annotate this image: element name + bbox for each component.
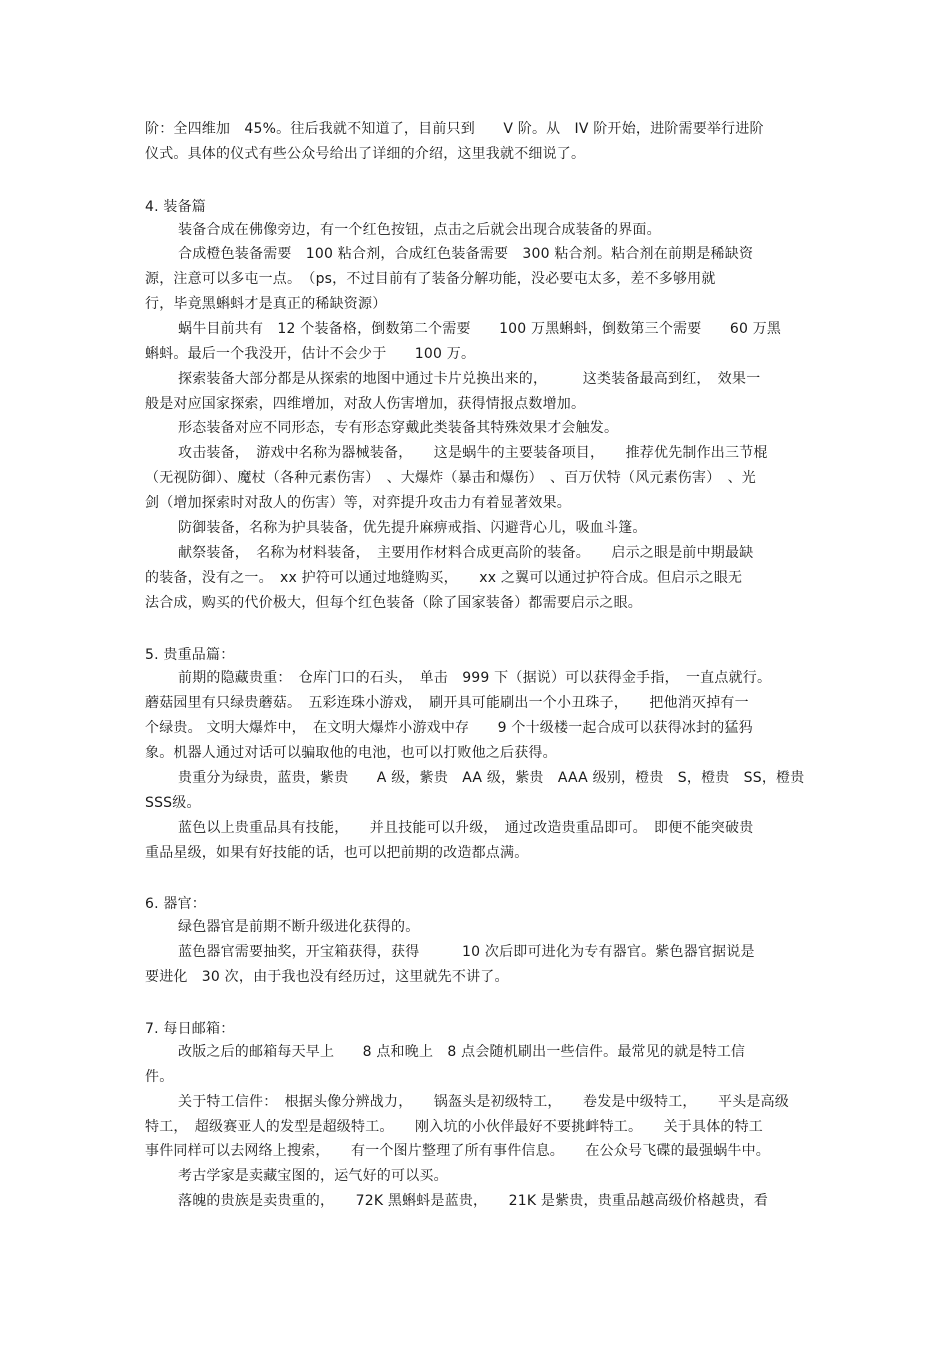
text-line: 要进化 30 次，由于我也没有经历过，这里就先不讲了。 — [145, 969, 509, 985]
text-line: 关于特工信件： 根据头像分辨战力， 锅盔头是初级特工， 卷发是中级特工， 平头是高级 — [178, 1094, 789, 1110]
text-line: 蜗牛目前共有 12 个装备格，倒数第二个需要 100 万黑蝌蚪，倒数第三个需要 60 万黑 — [178, 321, 782, 337]
text-line: 行，毕竟黑蝌蚪才是真正的稀缺资源） — [145, 296, 387, 312]
section-heading: 5. 贵重品篇： — [145, 647, 235, 663]
text-line: 防御装备，名称为护具装备，优先提升麻痹戒指、闪避背心儿，吸血斗篷。 — [178, 520, 647, 536]
text-line: 蘑菇园里有只绿贵蘑菇。 五彩连珠小游戏， 刷开具可能刷出一个小丑珠子， 把他消灭掉有一 — [145, 695, 749, 711]
section-heading: 4. 装备篇 — [145, 199, 207, 215]
section-heading: 6. 器官： — [145, 896, 207, 912]
text-line: 阶：全四维加 45%。往后我就不知道了，目前只到 V 阶。从 IV 阶开始，进阶需要举行进阶 — [145, 121, 764, 137]
text-line: 象。机器人通过对话可以骗取他的电池，也可以打败他之后获得。 — [145, 745, 557, 761]
text-line: 件。 — [145, 1069, 174, 1085]
text-line: 装备合成在佛像旁边，有一个红色按钮，点击之后就会出现合成装备的界面。 — [178, 222, 661, 238]
text-line: 的装备，没有之一。 xx 护符可以通过地缝购买， xx 之翼可以通过护符合成。但启示之眼无 — [145, 570, 743, 586]
text-line: 仪式。具体的仪式有些公众号给出了详细的介绍，这里我就不细说了。 — [145, 146, 586, 162]
text-line: 蓝色器官需要抽奖，开宝箱获得，获得 10 次后即可进化为专有器官。紫色器官据说是 — [178, 944, 755, 960]
text-line: 落魄的贵族是卖贵重的， 72K 黑蝌蚪是蓝贵， 21K 是紫贵，贵重品越高级价格越贵，看 — [178, 1193, 769, 1209]
text-line: 般是对应国家探索，四维增加，对敌人伤害增加，获得情报点数增加。 — [145, 396, 586, 412]
text-line: 献祭装备， 名称为材料装备， 主要用作材料合成更高阶的装备。 启示之眼是前中期最缺 — [178, 545, 754, 561]
text-line: 个绿贵。 文明大爆炸中， 在文明大爆炸小游戏中存 9 个十级楼一起合成可以获得冰封的猛犸 — [145, 720, 753, 736]
text-line: 考古学家是卖藏宝图的，运气好的可以买。 — [178, 1168, 448, 1184]
text-line: 法合成，购买的代价极大，但每个红色装备（除了国家装备）都需要启示之眼。 — [145, 595, 642, 611]
text-line: 前期的隐藏贵重： 仓库门口的石头， 单击 999 下（据说）可以获得金手指， 一直点就行。 — [178, 670, 772, 686]
text-line: 源，注意可以多屯一点。 （ps，不过目前有了装备分解功能，没必要屯太多，差不多够用就 — [145, 271, 716, 287]
text-line: 绿色器官是前期不断升级进化获得的。 — [178, 919, 420, 935]
text-line: 合成橙色装备需要 100 粘合剂，合成红色装备需要 300 粘合剂。粘合剂在前期是稀缺资 — [178, 246, 754, 262]
text-line: 改版之后的邮箱每天早上 8 点和晚上 8 点会随机刷出一些信件。最常见的就是特工信 — [178, 1044, 746, 1060]
text-line: 探索装备大部分都是从探索的地图中通过卡片兑换出来的， 这类装备最高到红， 效果一 — [178, 371, 761, 387]
section-heading: 7. 每日邮箱： — [145, 1021, 235, 1037]
text-line: 蝌蚪。最后一个我没开，估计不会少于 100 万。 — [145, 346, 476, 362]
text-line: 事件同样可以去网络上搜索， 有一个图片整理了所有事件信息。 在公众号飞碟的最强蜗牛中。 — [145, 1143, 770, 1159]
text-line: 重品星级，如果有好技能的话，也可以把前期的改造都点满。 — [145, 845, 529, 861]
text-line: 蓝色以上贵重品具有技能， 并且技能可以升级， 通过改造贵重品即可。 即便不能突破贵 — [178, 820, 754, 836]
text-line: 贵重分为绿贵，蓝贵，紫贵 A 级，紫贵 AA 级，紫贵 AAA 级别，橙贵 S，橙贵 SS，橙贵 — [178, 770, 805, 786]
text-line: 攻击装备， 游戏中名称为器械装备， 这是蜗牛的主要装备项目， 推荐优先制作出三节棍 — [178, 445, 768, 461]
text-line: 剑（增加探索时对敌人的伤害）等，对弈提升攻击力有着显著效果。 — [145, 495, 571, 511]
text-line: 特工， 超级赛亚人的发型是超级特工。 刚入坑的小伙伴最好不要挑衅特工。 关于具体的特工 — [145, 1119, 763, 1135]
text-line: 形态装备对应不同形态，专有形态穿戴此类装备其特殊效果才会触发。 — [178, 420, 619, 436]
text-line: SSS级。 — [145, 795, 201, 811]
text-line: （无视防御）、魔杖（各种元素伤害） 、大爆炸（暴击和爆伤） 、百万伏特（风元素伤害） 、光 — [145, 470, 756, 486]
